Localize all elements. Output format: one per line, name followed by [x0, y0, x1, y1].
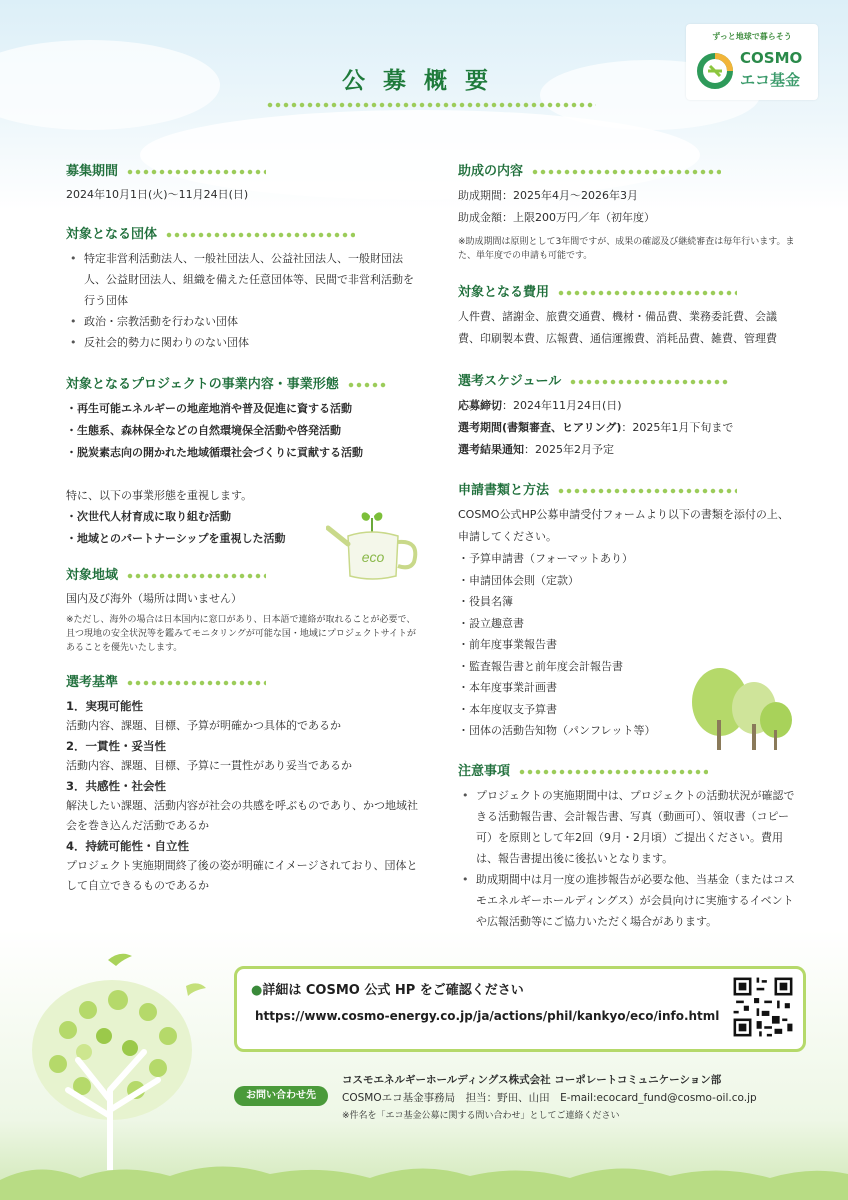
heading-dots	[557, 486, 737, 496]
title-dots-decoration	[266, 100, 596, 110]
list-item: ・予算申請書（フォーマットあり）	[458, 552, 634, 565]
can-label: eco	[361, 549, 385, 565]
recruit-period-text: 2024年10月1日(火)～11月24日(日)	[66, 188, 249, 201]
section-heading	[66, 673, 421, 693]
contact-line1: コスモエネルギーホールディングス株式会社 コーポレートコミュニケーション部	[342, 1074, 722, 1086]
list-item: ・申請団体会則（定款）	[458, 573, 579, 587]
criteria-item	[66, 736, 421, 776]
criteria-item	[66, 836, 421, 896]
contact-note: ※件名を「エコ基金公募に関する問い合わせ」としてご連絡ください	[342, 1111, 620, 1121]
cosmo-eco-fund-logo	[686, 24, 818, 100]
recruit-period-heading: 募集期間	[66, 164, 119, 179]
schedule-row	[458, 439, 798, 461]
list-item: • プロジェクトの実施期間中は、プロジェクトの活動状況が確認できる活動報告書、会計報告書、写真（動画可）、領収書（コピー可）を原則として年2回（9月・2月頃）ご提出ください。費用は、報告書提出後に後払いとなります。	[458, 785, 798, 869]
heading-dots	[126, 678, 266, 688]
info-lead-text: 詳細は COSMO 公式 HP をご確認ください	[262, 983, 524, 998]
list-item: ・再生可能エネルギーの地産地消や普及促進に資する活動	[66, 402, 352, 415]
grass-decoration	[0, 1150, 848, 1200]
criteria-heading: 選考基準	[66, 675, 119, 690]
heading-dots	[557, 288, 737, 298]
schedule-value: ：2025年1月下旬まで	[621, 421, 734, 434]
criteria-text: 解決したい課題、活動内容が社会の共感を呼ぶものであり、かつ地域社会を巻き込んだ活動であるか	[66, 799, 418, 832]
section-heading	[66, 162, 421, 182]
schedule-value: ：2024年11月24日(日)	[502, 399, 622, 412]
list-item: ・設立趣意書	[458, 616, 524, 630]
grant-period: 助成期間：2025年4月～2026年3月	[458, 189, 638, 202]
criteria-text: 活動内容、課題、目標、予算に一貫性があり妥当であるか	[66, 759, 352, 772]
schedule-heading: 選考スケジュール	[458, 374, 562, 389]
recruit-period-section	[66, 162, 421, 205]
qr-code-icon[interactable]	[731, 975, 795, 1039]
list-item: ・団体の活動告知物（パンフレット等）	[458, 724, 656, 737]
list-item: ・監査報告書と前年度会計報告書	[458, 659, 623, 673]
region-text: 国内及び海外（場所は問いません）	[66, 592, 242, 605]
section-heading	[458, 762, 798, 782]
heading-dots	[126, 167, 266, 177]
info-url[interactable]: https://www.cosmo-energy.co.jp/ja/actions/phil/kankyo/eco/info.html	[255, 1009, 720, 1023]
region-note: ※ただし、海外の場合は日本国内に窓口があり、日本語で連絡が取れることが必要で、且つ現地の安全状況等を鑑みてモニタリングが可能な国・地域にプロジェクトサイトがあることを優先いたします。	[66, 615, 417, 653]
logo-ring-icon	[696, 52, 734, 90]
criteria-item	[66, 696, 421, 736]
region-heading: 対象地域	[66, 568, 119, 583]
list-item: • 反社会的勢力に関わりのない団体	[66, 332, 421, 353]
section-heading	[458, 372, 798, 392]
logo-tagline: ずっと地球で暮らそう	[712, 32, 792, 41]
grant-section	[458, 162, 798, 263]
criteria-title: 3．共感性・社会性	[66, 779, 167, 793]
heading-dots	[165, 230, 355, 240]
schedule-row	[458, 395, 798, 417]
target-org-section	[66, 225, 421, 353]
criteria-section	[66, 673, 421, 896]
criteria-title: 1．実現可能性	[66, 699, 144, 713]
contact-block	[342, 1071, 757, 1125]
list-item: • 特定非営利活動法人、一般社団法人、公益社団法人、一般財団法人、公益財団法人、組織を備えた任意団体等、民間で非営利活動を行う団体	[66, 248, 421, 311]
contact-label: お問い合わせ先	[234, 1086, 328, 1106]
notes-list	[458, 785, 798, 932]
list-item: ・役員名簿	[458, 595, 513, 608]
list-item: ・生態系、森林保全などの自然環境保全活動や啓発活動	[66, 424, 341, 437]
heading-dots	[569, 377, 729, 387]
contact-line2: COSMOエコ基金事務局 担当：野田、山田 E-mail:ecocard_fund@cosmo-oil.co.jp	[342, 1092, 757, 1104]
info-lead	[251, 979, 524, 998]
criteria-title: 4．持続可能性・自立性	[66, 839, 190, 853]
criteria-text: 活動内容、課題、目標、予算が明確かつ具体的であるか	[66, 719, 341, 732]
tree-illustration	[8, 940, 218, 1170]
grant-note: ※助成期間は原則として3年間ですが、成果の確認及び継続審査は毎年行います。また、単年度での申請も可能です。	[458, 237, 795, 261]
notes-section	[458, 762, 798, 932]
list-item: ・地域とのパートナーシップを重視した活動	[66, 532, 286, 545]
heading-dots	[347, 380, 387, 390]
grant-amount: 助成金額：上限200万円／年（初年度）	[458, 211, 655, 224]
project-heading: 対象となるプロジェクトの事業内容・事業形態	[66, 377, 339, 392]
list-item: • 助成期間中は月一度の進捗報告が必要な他、当基金（またはコスモエネルギーホールディングス）が会員向けに実施するイベントや広報活動等にご協力いただく場合があります。	[458, 869, 798, 932]
documents-heading: 申請書類と方法	[458, 483, 550, 498]
documents-intro: COSMO公式HP公募申請受付フォームより以下の書類を添付の上、申請してください。	[458, 508, 789, 543]
schedule-label: 応募締切	[458, 399, 502, 412]
schedule-row	[458, 417, 798, 439]
list-item: ・本年度収支予算書	[458, 702, 557, 716]
schedule-label: 選考期間(書類審査、ヒアリング)	[458, 421, 622, 434]
grant-heading: 助成の内容	[458, 164, 524, 179]
list-item: ・本年度事業計画書	[458, 681, 557, 694]
list-item: ・脱炭素志向の開かれた地域循環社会づくりに貢献する活動	[66, 446, 363, 459]
list-item: ・次世代人材育成に取り組む活動	[66, 510, 231, 523]
emphasis-intro: 特に、以下の事業形態を重視します。	[66, 489, 253, 502]
heading-dots	[126, 571, 266, 581]
costs-section	[458, 283, 798, 350]
section-heading	[458, 481, 798, 501]
schedule-section	[458, 372, 798, 461]
right-column	[458, 162, 798, 932]
section-heading	[458, 162, 798, 182]
list-item: • 政治・宗教活動を行わない団体	[66, 311, 421, 332]
bullet-icon: ●	[251, 983, 263, 998]
list-item: ・前年度事業報告書	[458, 638, 557, 651]
costs-heading: 対象となる費用	[458, 285, 550, 300]
schedule-label: 選考結果通知	[458, 443, 524, 456]
watering-can-illustration	[326, 510, 422, 582]
page-title: 公募概要	[342, 68, 506, 94]
section-heading	[458, 283, 798, 303]
logo-name-jp: エコ基金	[740, 71, 801, 89]
section-heading	[66, 375, 421, 395]
heading-dots	[518, 767, 708, 777]
heading-dots	[531, 167, 721, 177]
criteria-item	[66, 776, 421, 836]
section-heading	[66, 225, 421, 245]
costs-text: 人件費、諸謝金、旅費交通費、機材・備品費、業務委託費、会議費、印刷製本費、広報費、通信運搬費、消耗品費、雑費、管理費	[458, 310, 777, 345]
schedule-value: ：2025年2月予定	[524, 443, 614, 456]
criteria-title: 2．一貫性・妥当性	[66, 739, 167, 753]
criteria-text: プロジェクト実施期間終了後の姿が明確にイメージされており、団体として自立できるものであるか	[66, 859, 418, 892]
target-org-list	[66, 248, 421, 353]
project-list	[66, 398, 421, 464]
notes-heading: 注意事項	[458, 763, 511, 779]
target-org-heading: 対象となる団体	[66, 227, 158, 242]
logo-name-en: COSMO	[740, 49, 803, 67]
info-box	[234, 966, 806, 1052]
trees-illustration	[688, 664, 794, 752]
